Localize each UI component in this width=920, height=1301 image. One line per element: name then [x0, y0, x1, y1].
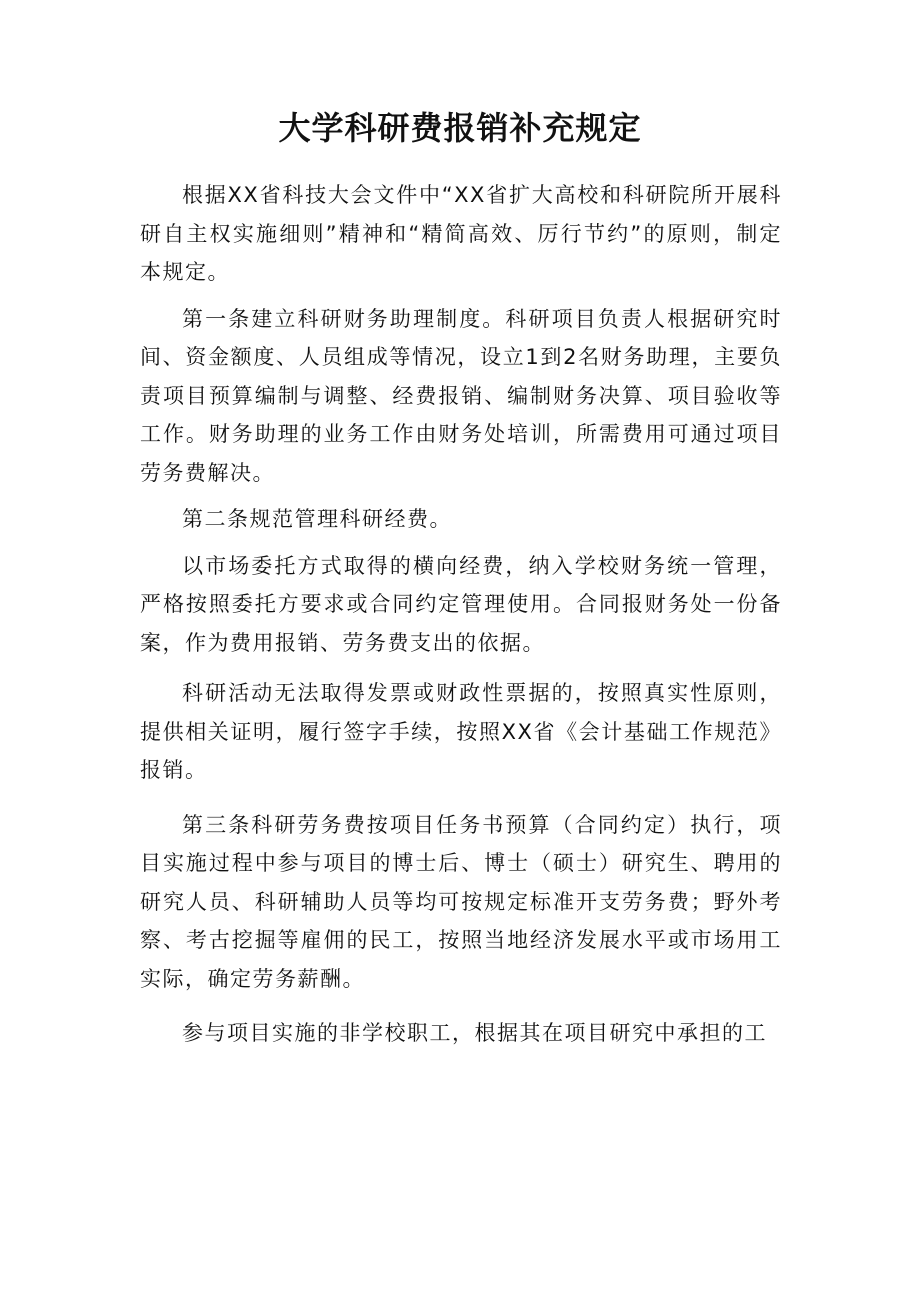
paragraph-article-1: 第一条建立科研财务助理制度。科研项目负责人根据研究时间、资金额度、人员组成等情况，设立1到2名财务助理，主要负责项目预算编制与调整、经费报销、编制财务决算、项目验收等工作。财务助理的业务工作由财务处培训，所需费用可通过项目劳务费解决。 [140, 306, 782, 485]
document-body [140, 176, 782, 1053]
paragraph-non-staff: 参与项目实施的非学校职工，根据其在项目研究中承担的工 [182, 1021, 767, 1045]
paragraph-article-3: 第三条科研劳务费按项目任务书预算（合同约定）执行，项目实施过程中参与项目的博士后、博士（硕士）研究生、聘用的研究人员、科研辅助人员等均可按规定标准开支劳务费；野外考察、考古挖掘等雇佣的民工，按照当地经济发展水平或市场用工实际，确定劳务薪酬。 [140, 812, 782, 991]
paragraph-horizontal-funds: 以市场委托方式取得的横向经费，纳入学校财务统一管理，严格按照委托方要求或合同约定管理使用。合同报财务处一份备案，作为费用报销、劳务费支出的依据。 [140, 553, 782, 655]
paragraph-preamble: 根据XX省科技大会文件中“XX省扩大高校和科研院所开展科研自主权实施细则”精神和“精简高效、厉行节约”的原则，制定本规定。 [140, 183, 782, 284]
paragraph-no-invoice: 科研活动无法取得发票或财政性票据的，按照真实性原则，提供相关证明，履行签字手续，按照XX省《会计基础工作规范》报销。 [140, 681, 782, 782]
document-title: 大学科研费报销补充规定 [278, 109, 642, 147]
paragraph-article-2: 第二条规范管理科研经费。 [182, 507, 452, 531]
